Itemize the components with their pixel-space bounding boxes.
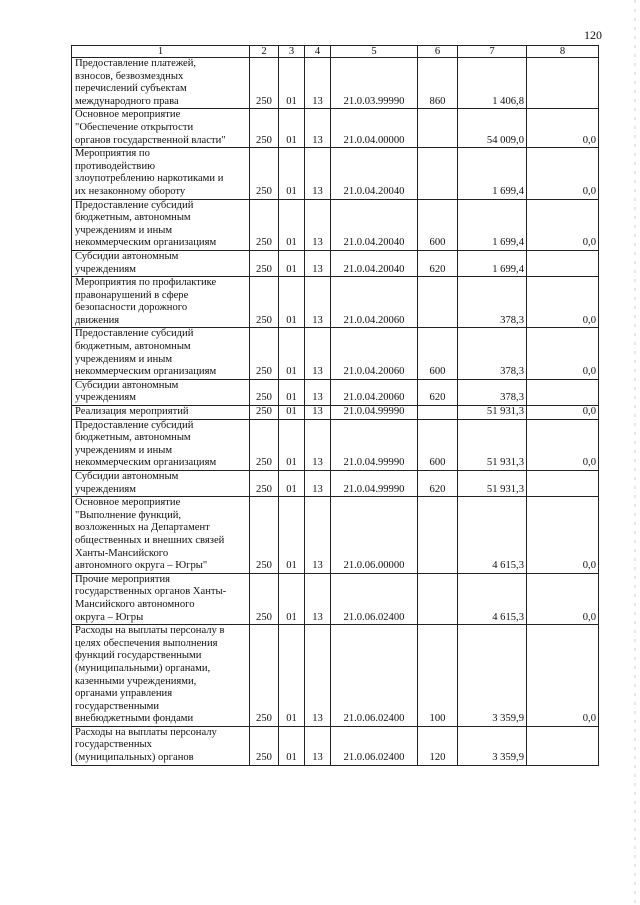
cell-subsection: 13	[305, 497, 331, 574]
cell-name: Прочие мероприятия государственных органов Ханты- Мансийского автономного округа – Югры	[72, 573, 250, 624]
cell-name: Субсидии автономным учреждениям	[72, 471, 250, 497]
cell-target-article: 21.0.04.99990	[331, 419, 418, 470]
page-number: 120	[584, 28, 602, 42]
table-row	[72, 379, 599, 405]
cell-admin-code: 250	[250, 419, 279, 470]
cell-admin-code: 250	[250, 726, 279, 765]
cell-expense-type	[418, 406, 458, 420]
cell-name: Субсидии автономным учреждениям	[72, 379, 250, 405]
cell-section: 01	[279, 277, 305, 328]
cell-amount-extra	[527, 471, 599, 497]
cell-name: Расходы на выплаты персоналу государственных (муниципальных) органов	[72, 726, 250, 765]
header-row	[72, 46, 599, 58]
cell-target-article: 21.0.06.02400	[331, 625, 418, 727]
cell-target-article: 21.0.04.20040	[331, 250, 418, 276]
cell-admin-code: 250	[250, 250, 279, 276]
cell-target-article: 21.0.04.20060	[331, 277, 418, 328]
cell-target-article: 21.0.03.99990	[331, 58, 418, 109]
header-col-5: 5	[331, 46, 418, 58]
cell-name: Предоставление субсидий бюджетным, автономным учреждениям и иным некоммерческим организациям	[72, 419, 250, 470]
cell-admin-code: 250	[250, 58, 279, 109]
cell-section: 01	[279, 471, 305, 497]
cell-name: Предоставление субсидий бюджетным, автономным учреждениям и иным некоммерческим организациям	[72, 199, 250, 250]
cell-target-article: 21.0.06.00000	[331, 497, 418, 574]
cell-expense-type	[418, 497, 458, 574]
header-col-8: 8	[527, 46, 599, 58]
cell-admin-code: 250	[250, 277, 279, 328]
cell-amount-extra	[527, 250, 599, 276]
cell-subsection: 13	[305, 471, 331, 497]
cell-section: 01	[279, 625, 305, 727]
table-row	[72, 726, 599, 765]
cell-expense-type: 860	[418, 58, 458, 109]
cell-target-article: 21.0.06.02400	[331, 573, 418, 624]
cell-expense-type: 100	[418, 625, 458, 727]
cell-subsection: 13	[305, 109, 331, 148]
cell-section: 01	[279, 419, 305, 470]
cell-amount: 1 406,8	[458, 58, 527, 109]
cell-subsection: 13	[305, 148, 331, 199]
cell-section: 01	[279, 573, 305, 624]
header-col-6: 6	[418, 46, 458, 58]
cell-amount: 1 699,4	[458, 148, 527, 199]
cell-subsection: 13	[305, 625, 331, 727]
cell-name: Реализация мероприятий	[72, 406, 250, 420]
cell-amount-extra: 0,0	[527, 328, 599, 379]
table-row	[72, 625, 599, 727]
cell-amount-extra: 0,0	[527, 109, 599, 148]
cell-expense-type	[418, 109, 458, 148]
cell-target-article: 21.0.04.99990	[331, 471, 418, 497]
table-body	[72, 58, 599, 766]
header-col-1: 1	[72, 46, 250, 58]
table-row	[72, 471, 599, 497]
cell-expense-type	[418, 277, 458, 328]
header-col-4: 4	[305, 46, 331, 58]
cell-name: Предоставление субсидий бюджетным, автономным учреждениям и иным некоммерческим организациям	[72, 328, 250, 379]
cell-section: 01	[279, 109, 305, 148]
cell-name: Мероприятия по противодействию злоупотреблению наркотиками и их незаконному обороту	[72, 148, 250, 199]
cell-target-article: 21.0.04.20040	[331, 148, 418, 199]
cell-amount-extra: 0,0	[527, 625, 599, 727]
cell-amount: 3 359,9	[458, 625, 527, 727]
cell-name: Мероприятия по профилактике правонарушений в сфере безопасности дорожного движения	[72, 277, 250, 328]
cell-section: 01	[279, 406, 305, 420]
header-col-3: 3	[279, 46, 305, 58]
cell-expense-type: 600	[418, 328, 458, 379]
cell-target-article: 21.0.04.20060	[331, 328, 418, 379]
cell-expense-type: 620	[418, 471, 458, 497]
cell-subsection: 13	[305, 199, 331, 250]
table-row	[72, 406, 599, 420]
cell-amount: 3 359,9	[458, 726, 527, 765]
cell-amount: 1 699,4	[458, 199, 527, 250]
cell-section: 01	[279, 199, 305, 250]
cell-section: 01	[279, 726, 305, 765]
cell-name: Предоставление платежей, взносов, безвозмездных перечислений субъектам международного права	[72, 58, 250, 109]
cell-subsection: 13	[305, 379, 331, 405]
cell-expense-type: 620	[418, 379, 458, 405]
table-row	[72, 419, 599, 470]
cell-section: 01	[279, 250, 305, 276]
table-row	[72, 250, 599, 276]
cell-amount: 4 615,3	[458, 497, 527, 574]
cell-section: 01	[279, 148, 305, 199]
cell-target-article: 21.0.04.20040	[331, 199, 418, 250]
cell-admin-code: 250	[250, 379, 279, 405]
cell-amount: 51 931,3	[458, 406, 527, 420]
cell-expense-type	[418, 148, 458, 199]
cell-amount-extra: 0,0	[527, 573, 599, 624]
table-row	[72, 199, 599, 250]
cell-amount-extra: 0,0	[527, 419, 599, 470]
cell-admin-code: 250	[250, 471, 279, 497]
budget-table	[71, 45, 599, 766]
scan-edge-artifact	[634, 0, 636, 905]
cell-amount-extra: 0,0	[527, 497, 599, 574]
cell-target-article: 21.0.04.20060	[331, 379, 418, 405]
cell-section: 01	[279, 328, 305, 379]
cell-amount-extra: 0,0	[527, 199, 599, 250]
cell-amount: 4 615,3	[458, 573, 527, 624]
cell-amount-extra	[527, 58, 599, 109]
cell-section: 01	[279, 379, 305, 405]
cell-amount-extra: 0,0	[527, 148, 599, 199]
table-row	[72, 497, 599, 574]
table-row	[72, 277, 599, 328]
cell-amount-extra	[527, 379, 599, 405]
cell-subsection: 13	[305, 406, 331, 420]
cell-expense-type: 120	[418, 726, 458, 765]
table-row	[72, 109, 599, 148]
cell-expense-type: 600	[418, 419, 458, 470]
cell-admin-code: 250	[250, 625, 279, 727]
cell-amount: 54 009,0	[458, 109, 527, 148]
cell-subsection: 13	[305, 419, 331, 470]
cell-amount: 378,3	[458, 277, 527, 328]
cell-admin-code: 250	[250, 328, 279, 379]
cell-name: Основное мероприятие "Выполнение функций, возложенных на Департамент общественных и внешних связей Ханты-Мансийского автономного округа – Югры"	[72, 497, 250, 574]
table-row	[72, 148, 599, 199]
cell-amount: 1 699,4	[458, 250, 527, 276]
cell-target-article: 21.0.04.00000	[331, 109, 418, 148]
header-col-2: 2	[250, 46, 279, 58]
table-row	[72, 328, 599, 379]
cell-subsection: 13	[305, 573, 331, 624]
cell-admin-code: 250	[250, 406, 279, 420]
cell-name: Субсидии автономным учреждениям	[72, 250, 250, 276]
cell-expense-type: 600	[418, 199, 458, 250]
cell-target-article: 21.0.04.99990	[331, 406, 418, 420]
table-row	[72, 58, 599, 109]
cell-admin-code: 250	[250, 497, 279, 574]
cell-target-article: 21.0.06.02400	[331, 726, 418, 765]
cell-amount: 378,3	[458, 379, 527, 405]
cell-admin-code: 250	[250, 109, 279, 148]
cell-section: 01	[279, 497, 305, 574]
cell-expense-type: 620	[418, 250, 458, 276]
cell-admin-code: 250	[250, 199, 279, 250]
cell-section: 01	[279, 58, 305, 109]
cell-subsection: 13	[305, 58, 331, 109]
budget-table-container	[71, 45, 598, 766]
cell-admin-code: 250	[250, 148, 279, 199]
header-col-7: 7	[458, 46, 527, 58]
cell-amount-extra	[527, 726, 599, 765]
cell-name: Основное мероприятие "Обеспечение открытости органов государственной власти"	[72, 109, 250, 148]
cell-subsection: 13	[305, 277, 331, 328]
table-row	[72, 573, 599, 624]
cell-expense-type	[418, 573, 458, 624]
cell-amount-extra: 0,0	[527, 277, 599, 328]
cell-amount: 378,3	[458, 328, 527, 379]
cell-subsection: 13	[305, 250, 331, 276]
table-header	[72, 46, 599, 58]
cell-amount: 51 931,3	[458, 419, 527, 470]
cell-subsection: 13	[305, 726, 331, 765]
cell-name: Расходы на выплаты персоналу в целях обеспечения выполнения функций государственными (муниципальными) органами, казенными учреждениями, органами управления государственными внебюджетными фондами	[72, 625, 250, 727]
cell-amount-extra: 0,0	[527, 406, 599, 420]
cell-admin-code: 250	[250, 573, 279, 624]
cell-amount: 51 931,3	[458, 471, 527, 497]
cell-subsection: 13	[305, 328, 331, 379]
